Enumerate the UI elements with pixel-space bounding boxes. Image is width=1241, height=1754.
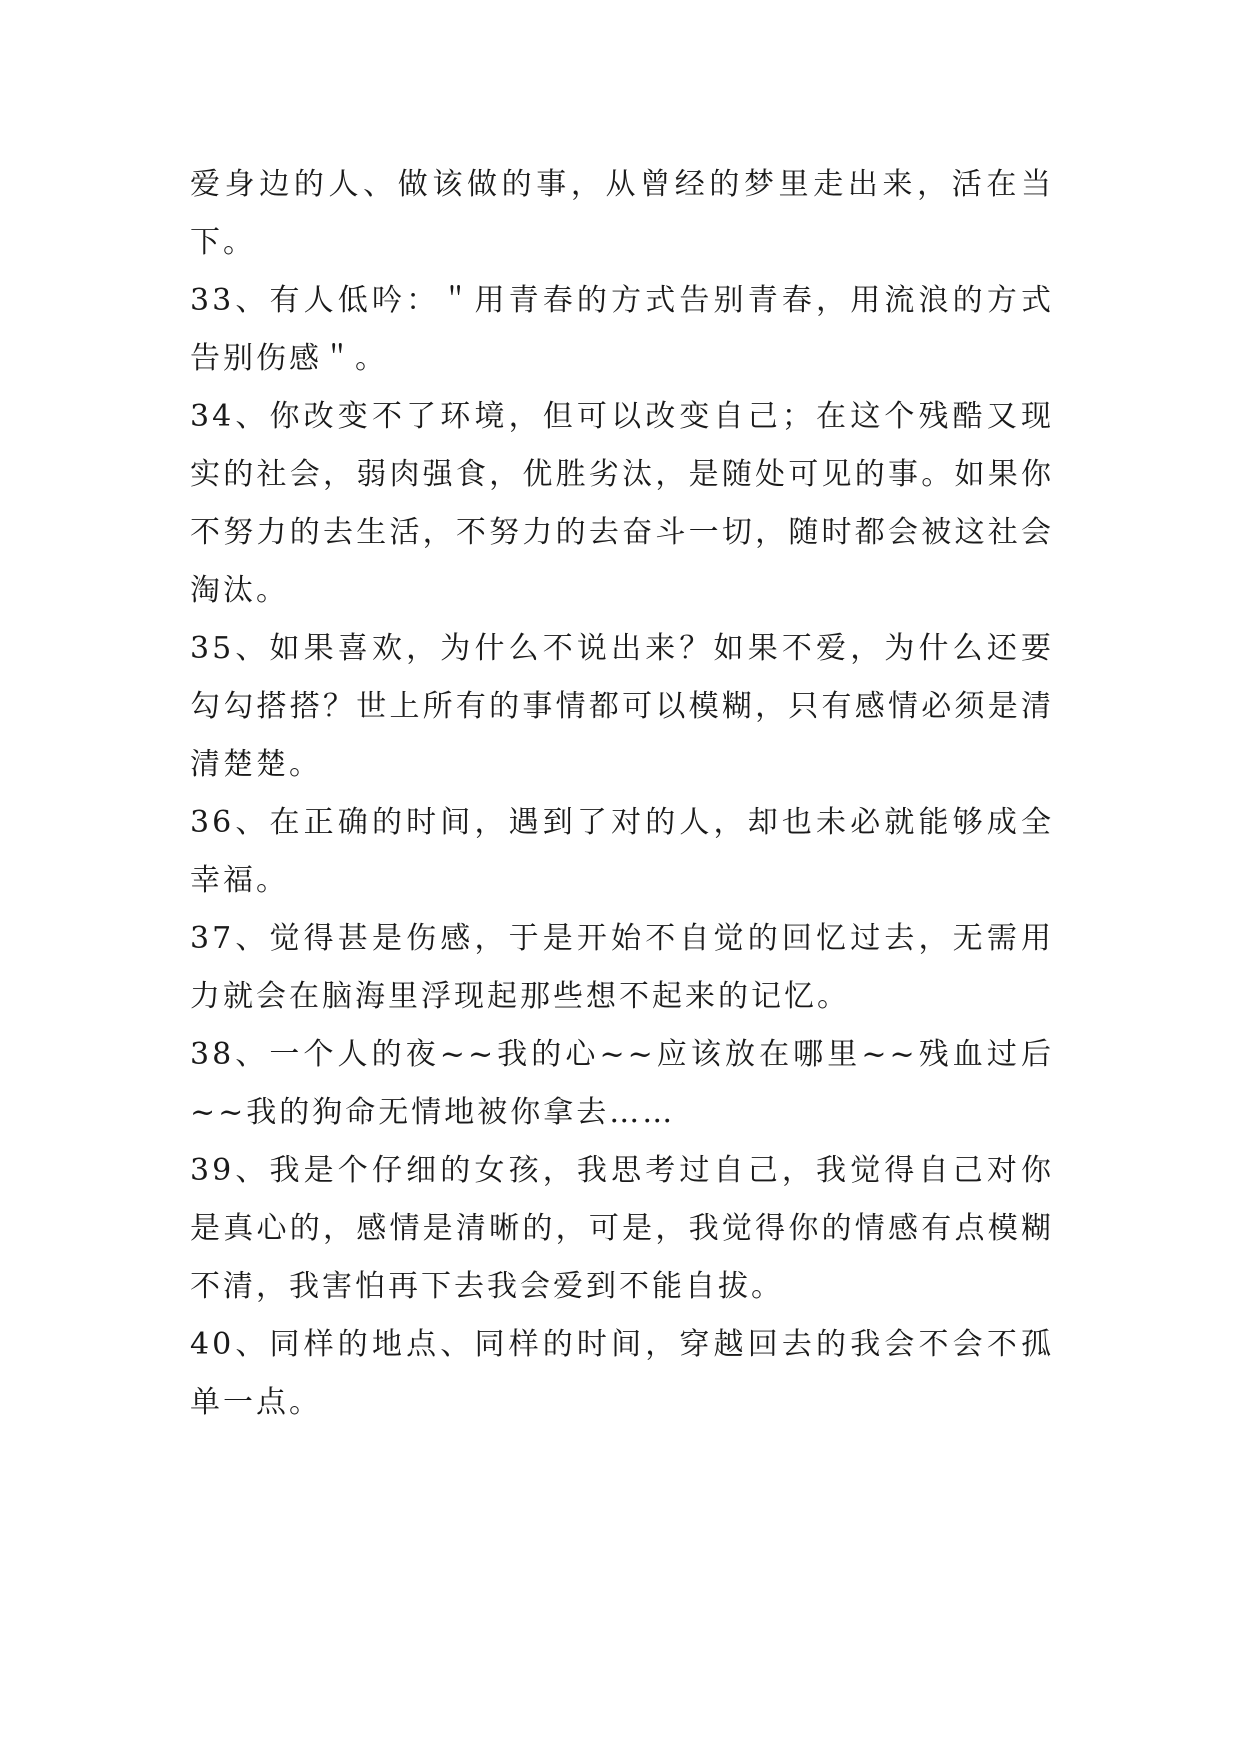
paragraph-continued: 爱身边的人、做该做的事，从曾经的梦里走出来，活在当下。	[190, 167, 1054, 260]
paragraph-37: 37、觉得甚是伤感，于是开始不自觉的回忆过去，无需用力就会在脑海里浮现起那些想不起来的记忆。	[190, 921, 1054, 1014]
paragraph-40: 40、同样的地点、同样的时间，穿越回去的我会不会不孤单一点。	[190, 1327, 1054, 1420]
body-text	[190, 156, 1054, 1432]
paragraph-36: 36、在正确的时间，遇到了对的人，却也未必就能够成全幸福。	[190, 805, 1054, 898]
paragraph-35: 35、如果喜欢，为什么不说出来？如果不爱，为什么还要勾勾搭搭？世上所有的事情都可以模糊，只有感情必须是清清楚楚。	[190, 631, 1054, 782]
paragraph-34: 34、你改变不了环境，但可以改变自己；在这个残酷又现实的社会，弱肉强食，优胜劣汰，是随处可见的事。如果你不努力的去生活，不努力的去奋斗一切，随时都会被这社会淘汰。	[190, 399, 1054, 608]
paragraph-38: 38、一个人的夜~~我的心~~应该放在哪里~~残血过后~~我的狗命无情地被你拿去……	[190, 1037, 1054, 1130]
paragraph-39: 39、我是个仔细的女孩，我思考过自己，我觉得自己对你是真心的，感情是清晰的，可是，我觉得你的情感有点模糊不清，我害怕再下去我会爱到不能自拔。	[190, 1153, 1054, 1304]
paragraph-33: 33、有人低吟：＂用青春的方式告别青春，用流浪的方式告别伤感＂。	[190, 283, 1054, 376]
